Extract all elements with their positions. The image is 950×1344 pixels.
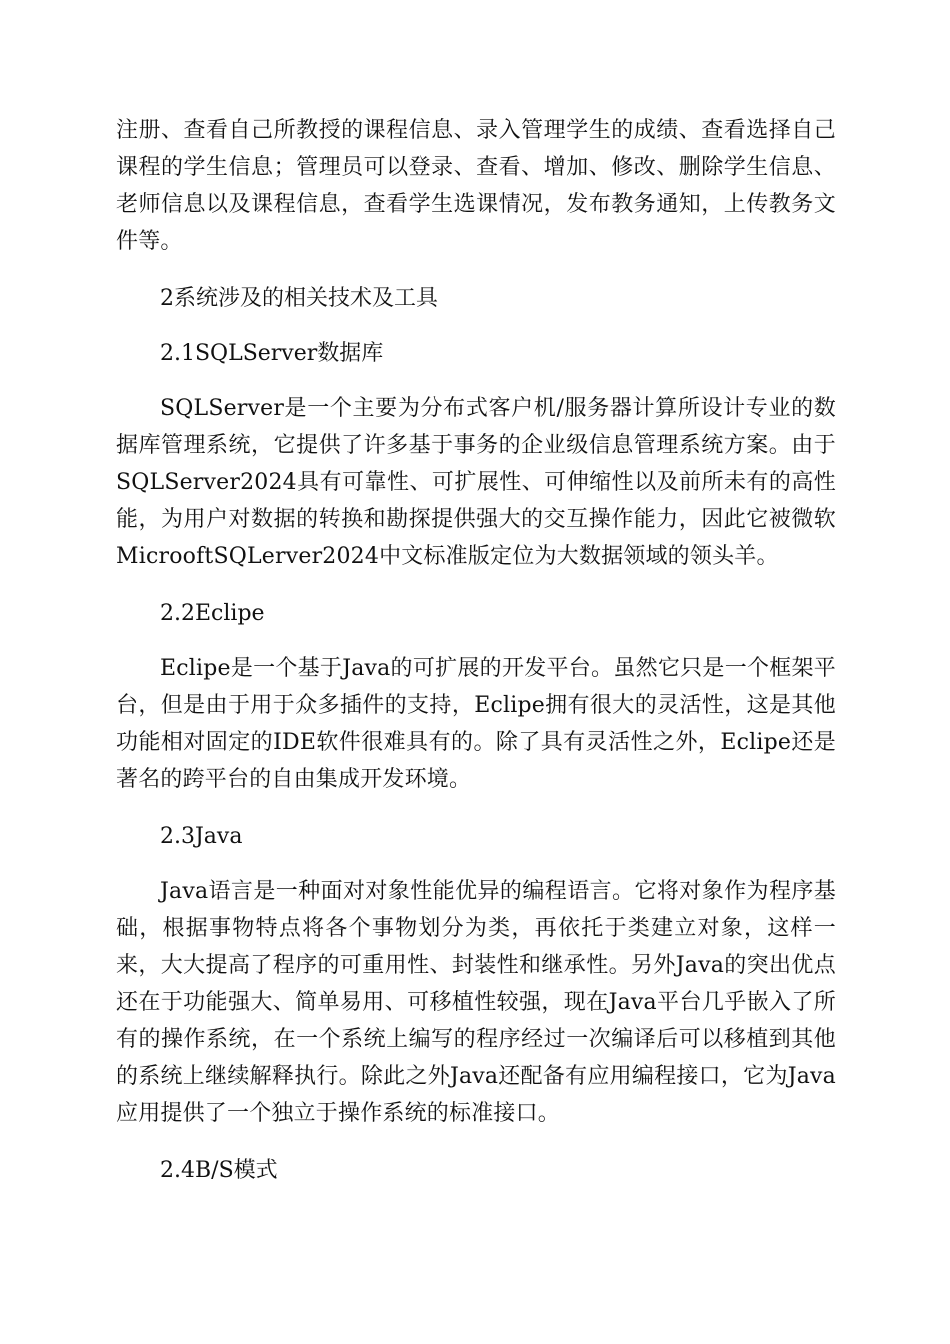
document-body: [116, 112, 836, 1189]
subsection-heading-2-3: 2.3Java: [160, 824, 243, 849]
paragraph-sqlserver: SQLServer是一个主要为分布式客户机/服务器计算所设计专业的数据库管理系统，它提供了许多基于事务的企业级信息管理系统方案。由于SQLServer2024具有可靠性、可扩展性、可伸缩性以及前所未有的高性能，为用户对数据的转换和勘探提供强大的交互操作能力，因此它被微软MicrooftSQLerver2024中文标准版定位为大数据领域的领头羊。: [116, 396, 836, 569]
paragraph-intro-continuation: 注册、查看自己所教授的课程信息、录入管理学生的成绩、查看选择自己课程的学生信息；管理员可以登录、查看、增加、修改、删除学生信息、老师信息以及课程信息，查看学生选课情况，发布教务通知，上传教务文件等。: [116, 118, 836, 254]
subsection-heading-2-2: 2.2Eclipe: [160, 601, 265, 626]
paragraph-eclipe: Eclipe是一个基于Java的可扩展的开发平台。虽然它只是一个框架平台，但是由于用于众多插件的支持，Eclipe拥有很大的灵活性，这是其他功能相对固定的IDE软件很难具有的。除了具有灵活性之外，Eclipe还是著名的跨平台的自由集成开发环境。: [116, 656, 836, 792]
subsection-heading-2-4: 2.4B/S模式: [160, 1158, 278, 1183]
subsection-heading-2-1: 2.1SQLServer数据库: [160, 341, 384, 366]
paragraph-java: Java语言是一种面对对象性能优异的编程语言。它将对象作为程序基础，根据事物特点将各个事物划分为类，再依托于类建立对象，这样一来，大大提高了程序的可重用性、封装性和继承性。另外Java的突出优点还在于功能强大、简单易用、可移植性较强，现在Java平台几乎嵌入了所有的操作系统，在一个系统上编写的程序经过一次编译后可以移植到其他的系统上继续解释执行。除此之外Java还配备有应用编程接口，它为Java应用提供了一个独立于操作系统的标准接口。: [116, 879, 836, 1126]
section-heading-2: 2系统涉及的相关技术及工具: [160, 286, 438, 311]
